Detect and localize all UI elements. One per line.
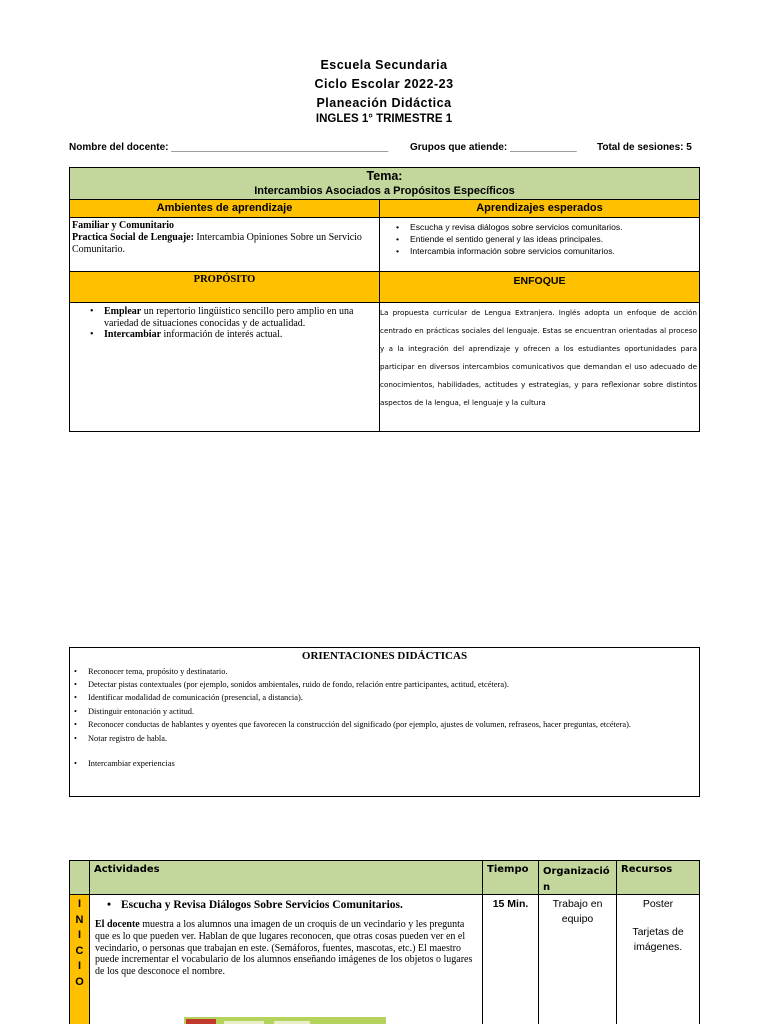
groups-field[interactable]: Grupos que atiende: ____________	[410, 142, 577, 153]
organizacion-line2: equipo	[561, 913, 594, 925]
inicio-phase-cell	[69, 894, 90, 1024]
activity-image-detail	[186, 1019, 216, 1024]
proposito-verb: Intercambiar	[104, 329, 162, 340]
phase-letter: I	[77, 898, 82, 910]
recursos-cell	[616, 894, 700, 1024]
ambientes-header: Ambientes de aprendizaje	[69, 199, 380, 218]
orientacion-item: • Detectar pistas contextuales (por ejemplo, sonidos ambientales, ruido de fondo, relación entre participantes, actitud, etcétera).	[70, 679, 699, 691]
orientacion-item: • Reconocer tema, propósito y destinatario.	[70, 666, 699, 678]
tiempo-cell: 15 Min.	[482, 894, 539, 1024]
proposito-cell	[69, 302, 380, 432]
recursos-header: Recursos	[616, 860, 700, 895]
orientaciones-box	[69, 647, 700, 797]
orientacion-item: • Intercambiar experiencias	[70, 758, 699, 770]
activity-image	[184, 1017, 386, 1024]
tema-value: Intercambios Asociados a Propósitos Específicos	[254, 185, 515, 197]
aprendizaje-item: • Escucha y revisa diálogos sobre servicios comunitarios.	[392, 221, 695, 233]
plan-title: Planeación Didáctica	[316, 96, 452, 110]
enfoque-header: ENFOQUE	[379, 271, 700, 303]
activity-cell	[89, 894, 483, 1024]
aprendizajes-header: Aprendizajes esperados	[379, 199, 700, 218]
activity-description	[95, 919, 478, 978]
sessions-total: Total de sesiones: 5	[597, 142, 692, 153]
aprendizajes-cell	[379, 217, 700, 272]
tema-title: Tema:	[366, 169, 403, 183]
aprendizaje-item: • Entiende el sentido general y las ideas principales.	[392, 233, 695, 245]
activity-lead: El docente	[95, 919, 140, 930]
orientaciones-list	[70, 666, 699, 770]
orientacion-item: • Reconocer conductas de hablantes y oyentes que favorecen la construcción del significado (por ejemplo, ajustes de volumen, refraseos, hacer preguntas, etcétera).	[70, 719, 699, 731]
organizacion-cell	[538, 894, 617, 1024]
tiempo-header: Tiempo	[482, 860, 539, 895]
subject-title: INGLES 1° TRIMESTRE 1	[315, 113, 453, 125]
organizacion-header-line1: Organizació	[543, 866, 610, 877]
psl-value: Intercambia Opiniones Sobre un Servicio Comunitario.	[72, 232, 362, 255]
teacher-name-field[interactable]: Nombre del docente: _______________________________________	[69, 142, 389, 153]
proposito-list	[86, 306, 376, 341]
proposito-item	[86, 306, 376, 329]
phase-letter: I	[77, 929, 82, 941]
phase-header-cell	[69, 860, 90, 895]
phase-letter: C	[75, 944, 84, 957]
proposito-item	[86, 329, 376, 341]
orientacion-item: • Identificar modalidad de comunicación (presencial, a distancia).	[70, 692, 699, 704]
orientaciones-title: ORIENTACIONES DIDÁCTICAS	[301, 650, 468, 662]
phase-letter: O	[75, 975, 84, 988]
enfoque-cell: La propuesta curricular de Lengua Extranjera. Inglés adopta un enfoque de acción centrado en prácticas sociales del lenguaje. Estas se encuentran orientadas al proceso y a la integración del aprendizaje y ofrecen a los estudiantes oportunidades para participar en diversos intercambios comunicativos que demandan el uso adecuado de conocimientos, habilidades, actitudes y estrategias, y para reflexionar sobre distintos aspectos de la lengua, el lenguaje y la cultura	[379, 302, 700, 432]
orientacion-item: • Distinguir entonación y actitud.	[70, 706, 699, 718]
proposito-text: información de interés actual.	[161, 329, 283, 340]
organizacion-header	[538, 860, 617, 895]
orientacion-item: • Notar registro de habla.	[70, 733, 699, 745]
recurso-poster: Poster	[642, 898, 674, 910]
organizacion-line1: Trabajo en	[552, 898, 603, 910]
activity-title: • Escucha y Revisa Diálogos Sobre Servicios Comunitarios.	[103, 898, 478, 913]
phase-letter: I	[77, 960, 82, 972]
aprendizajes-list	[380, 221, 695, 257]
aprendizaje-item: • Intercambia información sobre servicios comunitarios.	[392, 245, 695, 257]
activity-title-list	[95, 898, 478, 913]
proposito-header: PROPÓSITO	[69, 271, 380, 303]
activity-text: muestra a los alumnos una imagen de un croquis de un vecindario y les pregunta que es lo que pueden ver. Hablan de que lugares reconocen, que otras cosas pueden ver en el vecindario, o personas que trabajan en este. (Semáforos, fuentes, mascotas, etc.) El maestro puede incrementar el vocabulario de los alumnos enseñando imágenes de los objetos o lugares de los que desconoce el nombre.	[95, 919, 473, 978]
school-name: Escuela Secundaria	[320, 58, 448, 72]
tema-header	[69, 167, 700, 200]
actividades-header: Actividades	[89, 860, 483, 895]
proposito-text: un repertorio lingüístico sencillo pero amplio en una variedad de situaciones conocidas y de actualidad.	[104, 306, 354, 329]
psl-label: Practica Social de Lenguaje:	[72, 232, 194, 243]
organizacion-header-line2: n	[543, 882, 551, 893]
proposito-verb: Emplear	[104, 306, 142, 317]
ambiente-familiar: Familiar y Comunitario	[72, 220, 175, 231]
ambientes-cell	[69, 217, 380, 272]
school-cycle: Ciclo Escolar 2022-23	[314, 77, 454, 91]
ambiente-psl	[72, 232, 377, 256]
phase-letter: N	[75, 913, 84, 926]
recurso-tarjetas: Tarjetas de imágenes.	[632, 926, 684, 953]
